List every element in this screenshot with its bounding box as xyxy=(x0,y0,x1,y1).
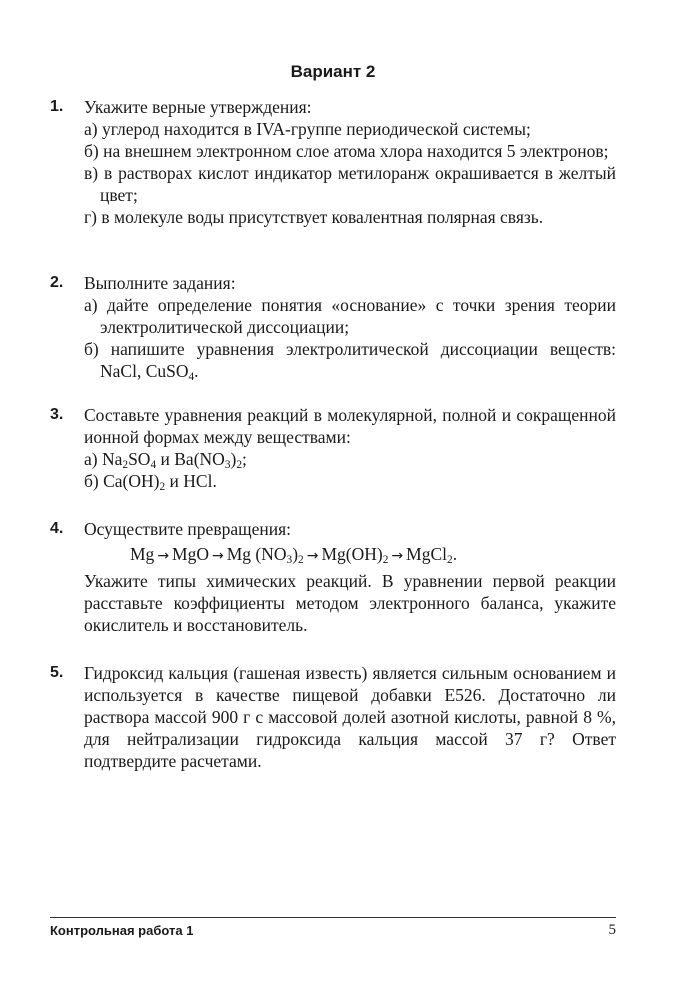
task-item-a: а) углерод находится в IVA-группе периодической системы; xyxy=(84,119,531,139)
arrow-icon: → xyxy=(391,548,404,564)
subscript: 2 xyxy=(122,459,129,471)
arrow-icon: → xyxy=(306,548,319,564)
formula-part: и Ba(NO xyxy=(156,449,225,469)
subscript: 2 xyxy=(298,554,304,566)
task-4 xyxy=(50,518,616,636)
task-paragraph: Укажите типы химических реакций. В уравнении первой реакции расставьте коэффициенты методом электронного баланса, укажите окислитель и восстановитель. xyxy=(84,571,616,635)
page-number: 5 xyxy=(608,922,616,938)
formula-part: Mg(OH) xyxy=(321,544,383,564)
subscript: 3 xyxy=(224,459,231,471)
task-number: 3. xyxy=(50,406,64,423)
task-number: 4. xyxy=(50,520,64,537)
arrow-icon: → xyxy=(157,548,170,564)
subscript: 3 xyxy=(286,554,293,566)
footer-divider xyxy=(50,917,616,918)
task-lead: Составьте уравнения реакций в молекулярной, полной и сокращенной ионной формах между веществами: xyxy=(84,405,616,447)
task-item-b: б) на внешнем электронном слое атома хлора находится 5 электронов; xyxy=(84,141,609,161)
task-5 xyxy=(50,662,616,772)
task-item-c: в) в растворах кислот индикатор метилоранж окрашивается в желтый цвет; xyxy=(84,163,616,205)
formula-part: ; xyxy=(242,449,247,469)
formula-part: MgO xyxy=(172,544,209,564)
task-number: 2. xyxy=(50,274,64,291)
task-item-a xyxy=(84,448,616,470)
formula-part: Mg (NO xyxy=(226,544,287,564)
subscript: 2 xyxy=(447,554,453,566)
subscript: 4 xyxy=(150,459,157,471)
subscript: 2 xyxy=(382,554,389,566)
task-number: 1. xyxy=(50,98,64,115)
transformation-chain xyxy=(130,543,616,567)
formula-part: . xyxy=(452,544,458,564)
task-lead: Укажите верные утверждения: xyxy=(84,97,312,117)
formula-part: ) xyxy=(292,544,299,564)
formula-part: и HCl. xyxy=(165,471,217,491)
task-item-a: а) дайте определение понятия «основание» с точки зрения теории электролитической диссоциации; xyxy=(84,295,616,337)
task-lead: Осуществите превращения: xyxy=(84,519,291,539)
task-lead: Выполните задания: xyxy=(84,273,236,293)
task-paragraph: Гидроксид кальция (гашеная известь) является сильным основанием и используется в качестве пищевой добавки E526. Достаточно ли раствора массой 900 г с массовой долей азотной кислоты, равной 8 %, для нейтрализации гидроксида кальция массой 37 г? Ответ подтвердите расчетами. xyxy=(84,663,616,771)
formula-part: Mg xyxy=(130,544,155,564)
arrow-icon: → xyxy=(212,548,224,564)
item-b-text: б) напишите уравнения электролитической диссоциации веществ: NaCl, CuSO xyxy=(84,339,616,381)
formula-part: ) xyxy=(230,449,237,469)
subscript: 2 xyxy=(159,481,166,493)
footer-title: Контрольная работа 1 xyxy=(50,923,194,938)
task-2 xyxy=(50,272,616,382)
formula-part: б) Ca(OH) xyxy=(84,471,160,491)
formula-part: MgCl xyxy=(406,544,447,564)
task-number: 5. xyxy=(50,664,64,681)
item-b-end: . xyxy=(194,361,199,381)
subscript: 4 xyxy=(188,371,195,383)
subscript: 2 xyxy=(236,459,243,471)
formula-part: а) Na xyxy=(84,449,123,469)
task-item-d: г) в молекуле воды присутствует ковалентная полярная связь. xyxy=(84,207,544,227)
task-item-b xyxy=(84,338,616,382)
formula-part: SO xyxy=(128,449,151,469)
task-3 xyxy=(50,404,616,492)
task-1 xyxy=(50,96,616,228)
variant-title: Вариант 2 xyxy=(290,62,376,81)
task-item-b xyxy=(84,470,616,492)
